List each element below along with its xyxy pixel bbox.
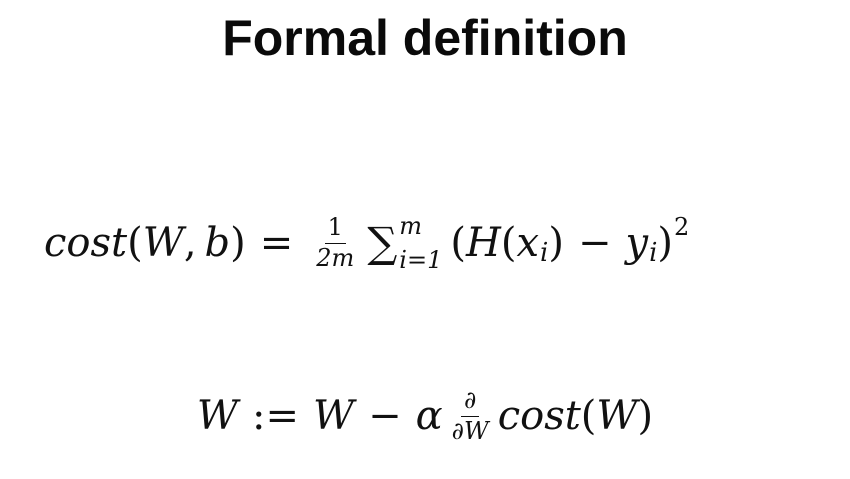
- partial-derivative-fraction: [449, 388, 492, 443]
- x-subscript-i: i: [540, 238, 549, 268]
- partial-numerator: ∂: [461, 388, 479, 416]
- assign-operator: :=: [251, 393, 299, 439]
- cost-arg-b: b: [204, 220, 231, 266]
- fraction-denominator: 2m: [316, 243, 355, 272]
- hypothesis-left-paren: (: [500, 220, 517, 266]
- cost-right-paren: ): [637, 393, 654, 439]
- cost-right-paren: ): [230, 220, 246, 266]
- summation: [367, 214, 442, 272]
- cost-function-name: cost: [497, 393, 581, 439]
- one-over-2m-fraction: [313, 215, 357, 270]
- gradient-descent-equation: [0, 366, 850, 466]
- update-rhs-w: W: [312, 393, 355, 439]
- hypothesis-h: H: [465, 220, 501, 266]
- cost-left-paren: (: [127, 220, 143, 266]
- cost-function-name: cost: [44, 220, 128, 266]
- cost-arg-comma: ,: [183, 220, 197, 266]
- sigma-symbol: ∑: [367, 218, 398, 267]
- partial-denominator: ∂W: [451, 416, 489, 445]
- summation-limits: [399, 214, 442, 272]
- slide-title: Formal definition: [222, 10, 628, 66]
- learning-rate-alpha: α: [415, 393, 443, 439]
- update-lhs-w: W: [196, 393, 238, 439]
- minus-sign: −: [368, 393, 402, 439]
- variable-y: y: [625, 220, 649, 266]
- cost-arg-w: W: [596, 393, 638, 439]
- hypothesis-right-paren: ): [548, 220, 564, 266]
- variable-x: x: [516, 220, 540, 266]
- fraction-numerator: 1: [325, 215, 346, 243]
- equals-sign: =: [259, 220, 294, 266]
- cost-left-paren: (: [580, 393, 597, 439]
- residual-close-paren: ): [657, 220, 674, 266]
- squared-exponent: 2: [674, 213, 690, 241]
- cost-arg-w: W: [142, 220, 184, 266]
- summation-lower-limit: i=1: [399, 246, 443, 274]
- y-subscript-i: i: [649, 238, 658, 268]
- residual-open-paren: (: [450, 220, 466, 266]
- minus-sign: −: [577, 220, 612, 266]
- summation-upper-limit: m: [399, 212, 423, 240]
- cost-function-equation: [44, 198, 689, 288]
